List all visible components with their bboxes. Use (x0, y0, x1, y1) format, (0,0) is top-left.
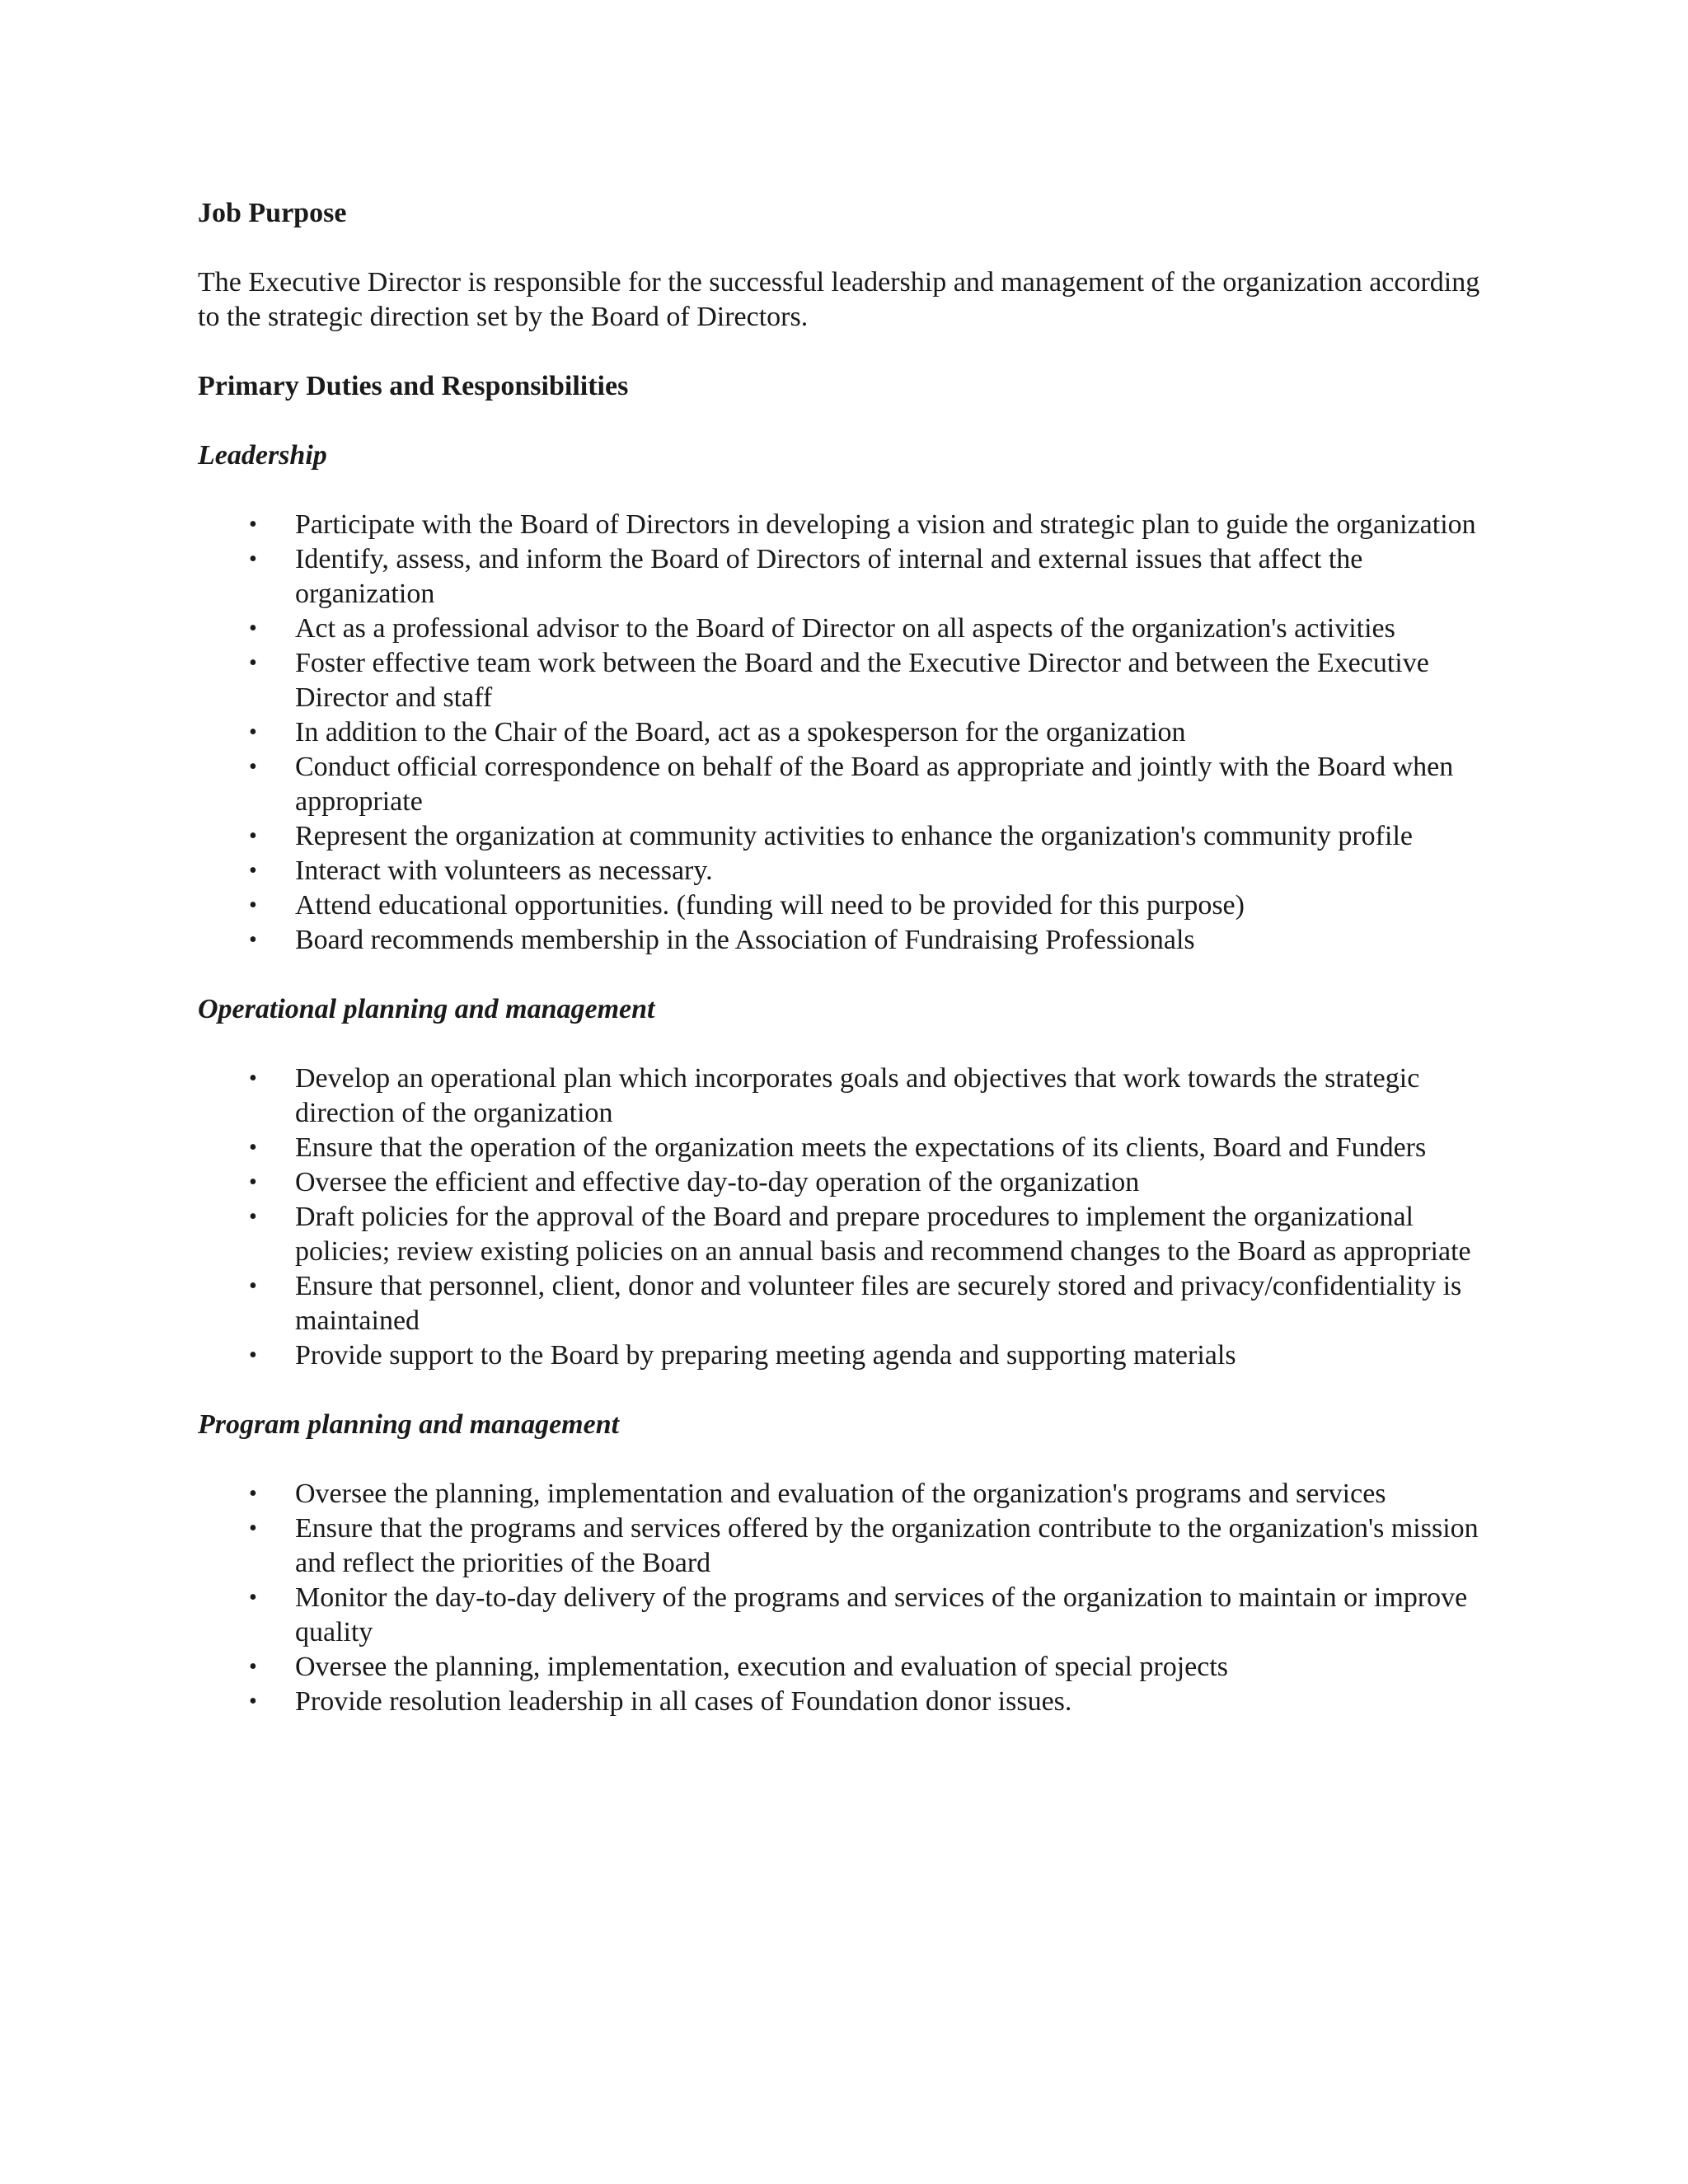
list-item (198, 1200, 1484, 1269)
bullet-icon: • (249, 1204, 257, 1230)
list-item-text: Oversee the planning, implementation and evaluation of the organization's programs and services (295, 1479, 1386, 1509)
list-item-text: Participate with the Board of Directors in developing a vision and strategic plan to guide the organization (295, 509, 1476, 540)
operational-list (198, 1062, 1484, 1373)
list-item-text: Ensure that the operation of the organization meets the expectations of its clients, Board and Funders (295, 1132, 1427, 1163)
leadership-list (198, 508, 1484, 958)
bullet-icon: • (249, 927, 257, 953)
document-content (198, 196, 1484, 1719)
list-item (198, 1131, 1484, 1165)
list-item-text: Represent the organization at community activities to enhance the organization's community profile (295, 821, 1413, 851)
bullet-icon: • (249, 1481, 257, 1507)
bullet-icon: • (249, 1689, 257, 1714)
job-purpose-text: The Executive Director is responsible for the successful leadership and management of the organization according to the strategic direction set by the Board of Directors. (198, 267, 1480, 332)
bullet-icon: • (249, 893, 257, 918)
list-item (198, 715, 1484, 750)
list-item-text: Board recommends membership in the Association of Fundraising Professionals (295, 925, 1195, 955)
list-item-text: Develop an operational plan which incorporates goals and objectives that work towards the strategic direction of the organization (295, 1063, 1420, 1128)
job-purpose-heading: Job Purpose (198, 198, 347, 228)
list-item (198, 1062, 1484, 1131)
list-item (198, 923, 1484, 958)
list-item-text: Provide resolution leadership in all cases of Foundation donor issues. (295, 1686, 1072, 1717)
list-item (198, 612, 1484, 646)
list-item (198, 1338, 1484, 1373)
bullet-icon: • (249, 1516, 257, 1541)
list-item (198, 819, 1484, 854)
program-heading: Program planning and management (198, 1409, 620, 1440)
bullet-icon: • (249, 1169, 257, 1195)
bullet-icon: • (249, 1273, 257, 1299)
list-item-text: Identify, assess, and inform the Board of Directors of internal and external issues that affect the organization (295, 544, 1363, 609)
list-item-text: Draft policies for the approval of the Board and prepare procedures to implement the organizational policies; review existing policies on an annual basis and recommend changes to the Board as appropriate (295, 1202, 1471, 1267)
list-item (198, 646, 1484, 715)
list-item (198, 1581, 1484, 1650)
list-item-text: Interact with volunteers as necessary. (295, 855, 713, 886)
list-item-text: Act as a professional advisor to the Board of Director on all aspects of the organization's activities (295, 613, 1395, 644)
list-item (198, 1477, 1484, 1511)
list-item (198, 542, 1484, 612)
bullet-icon: • (249, 1135, 257, 1160)
bullet-icon: • (249, 616, 257, 641)
list-item (198, 1269, 1484, 1338)
list-item (198, 1650, 1484, 1685)
list-item (198, 1511, 1484, 1581)
operational-heading: Operational planning and management (198, 994, 655, 1024)
spacer (198, 958, 1484, 992)
bullet-icon: • (249, 719, 257, 745)
list-item (198, 888, 1484, 923)
bullet-icon: • (249, 1066, 257, 1091)
spacer (198, 404, 1484, 438)
bullet-icon: • (249, 546, 257, 572)
bullet-icon: • (249, 1585, 257, 1610)
bullet-icon: • (249, 858, 257, 883)
spacer (198, 1442, 1484, 1477)
spacer (198, 231, 1484, 265)
primary-duties-heading: Primary Duties and Responsibilities (198, 371, 629, 401)
list-item-text: Conduct official correspondence on behalf of the Board as appropriate and jointly with the Board when appropriate (295, 752, 1454, 817)
list-item (198, 1165, 1484, 1200)
bullet-icon: • (249, 650, 257, 676)
program-list (198, 1477, 1484, 1719)
list-item-text: Monitor the day-to-day delivery of the programs and services of the organization to maintain or improve quality (295, 1582, 1468, 1647)
spacer (198, 1027, 1484, 1062)
list-item (198, 508, 1484, 542)
list-item-text: Oversee the planning, implementation, execution and evaluation of special projects (295, 1652, 1229, 1682)
bullet-icon: • (249, 1654, 257, 1680)
spacer (198, 335, 1484, 369)
list-item (198, 854, 1484, 888)
leadership-heading: Leadership (198, 440, 327, 471)
bullet-icon: • (249, 512, 257, 537)
spacer (198, 473, 1484, 508)
list-item-text: Provide support to the Board by preparing meeting agenda and supporting materials (295, 1340, 1236, 1371)
list-item-text: Ensure that personnel, client, donor and volunteer files are securely stored and privacy/confidentiality is maintained (295, 1271, 1462, 1336)
bullet-icon: • (249, 1343, 257, 1368)
list-item-text: In addition to the Chair of the Board, act as a spokesperson for the organization (295, 717, 1186, 748)
list-item (198, 750, 1484, 819)
list-item-text: Attend educational opportunities. (funding will need to be provided for this purpose) (295, 890, 1245, 921)
list-item-text: Foster effective team work between the Board and the Executive Director and between the Executive Director and staff (295, 648, 1429, 713)
bullet-icon: • (249, 754, 257, 780)
list-item-text: Oversee the efficient and effective day-to-day operation of the organization (295, 1167, 1140, 1197)
list-item-text: Ensure that the programs and services offered by the organization contribute to the organization's mission and reflect the priorities of the Board (295, 1513, 1479, 1578)
bullet-icon: • (249, 823, 257, 849)
list-item (198, 1685, 1484, 1719)
spacer (198, 1373, 1484, 1408)
